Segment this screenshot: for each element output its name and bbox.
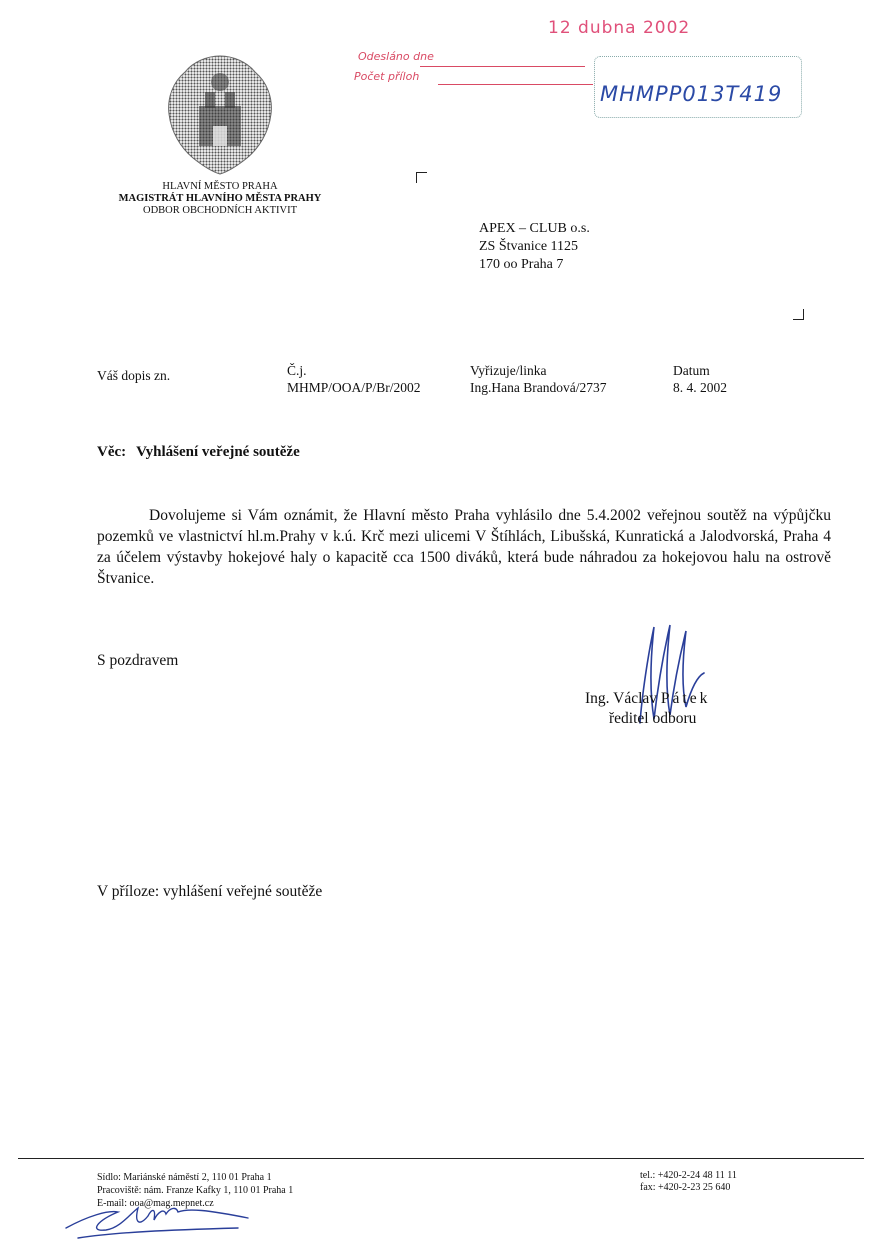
sent-date-label: Odesláno dne	[358, 50, 434, 63]
handled-by-value: Ing.Hana Brandová/2737	[470, 380, 607, 395]
closing-greeting: S pozdravem	[97, 652, 179, 669]
attachments-count-line	[438, 84, 593, 85]
reference-number: MHMP/OOA/P/Br/2002	[287, 380, 421, 395]
signer-name	[585, 690, 710, 708]
signer-prefix: Ing. Václav	[585, 690, 658, 707]
prague-coat-of-arms-logo	[163, 52, 277, 176]
signer-title: ředitel odboru	[609, 710, 697, 727]
recipient-name: APEX – CLUB o.s.	[479, 221, 590, 236]
body-paragraph: Dovolujeme si Vám oznámit, že Hlavní město Praha vyhlásilo dne 5.4.2002 veřejnou soutěž na výpůjčku pozemků ve vlastnictví hl.m.Prahy v k.ú. Krč mezi ulicemi V Štíhlách, Libušská, Kunratická a Jalodvorská, Praha 4 za účelem výstavby hokejové haly o kapacitě cca 1500 diváků, která bude náhradou za hokejovou halu na ostrově Štvanice.	[97, 507, 831, 587]
your-letter-label: Váš dopis zn.	[97, 368, 171, 383]
footer-seat-address: Sídlo: Mariánské náměstí 2, 110 01 Praha 1	[97, 1172, 272, 1183]
address-corner-mark-top-left	[416, 172, 427, 183]
attachment-note: V příloze: vyhlášení veřejné soutěže	[97, 883, 323, 900]
org-department-name: ODBOR OBCHODNÍCH AKTIVIT	[143, 205, 297, 216]
signer-surname: Pátek	[660, 690, 711, 707]
recipient-street: ZS Štvanice 1125	[479, 239, 579, 254]
attachments-count-label: Počet příloh	[354, 70, 420, 83]
address-corner-mark-bottom-right	[793, 309, 804, 320]
subject-label: Věc:	[97, 444, 127, 460]
footer-handwritten-initials	[58, 1198, 258, 1248]
org-city-name: HLAVNÍ MĚSTO PRAHA	[162, 181, 278, 192]
footer-fax: fax: +420-2-23 25 640	[640, 1182, 731, 1193]
subject-line	[97, 444, 310, 461]
org-office-name: MAGISTRÁT HLAVNÍHO MĚSTA PRAHY	[118, 193, 322, 204]
footer-divider	[18, 1158, 864, 1159]
date-label: Datum	[673, 363, 710, 378]
footer-workplace-address: Pracoviště: nám. Franze Kafky 1, 110 01 Praha 1	[97, 1185, 294, 1196]
footer-email: E-mail: ooa@mag.mepnet.cz	[97, 1198, 214, 1209]
registration-number: MHMPP013T419	[600, 82, 783, 106]
received-date-stamp: 12 dubna 2002	[548, 18, 691, 38]
recipient-city: 170 oo Praha 7	[479, 257, 564, 272]
date-value: 8. 4. 2002	[673, 380, 727, 395]
reference-label: Č.j.	[287, 363, 307, 378]
footer-telephone: tel.: +420-2-24 48 11 11	[640, 1170, 737, 1181]
subject-text: Vyhlášení veřejné soutěže	[136, 444, 300, 460]
handled-by-label: Vyřizuje/linka	[470, 363, 547, 378]
sent-date-line	[420, 66, 585, 67]
